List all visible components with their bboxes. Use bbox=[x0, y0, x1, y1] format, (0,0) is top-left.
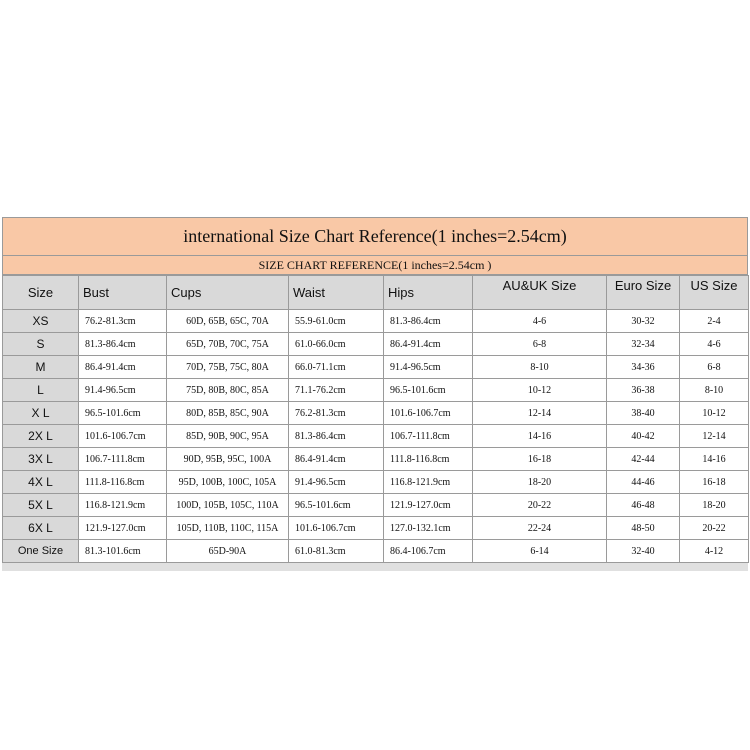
cell-euro-size: 44-46 bbox=[607, 471, 680, 494]
cell-euro-size: 46-48 bbox=[607, 494, 680, 517]
cell-us-size: 12-14 bbox=[680, 425, 749, 448]
table-footer-strip bbox=[2, 563, 748, 571]
cell-hips: 106.7-111.8cm bbox=[384, 425, 473, 448]
cell-au-uk-size: 14-16 bbox=[473, 425, 607, 448]
cell-au-uk-size: 22-24 bbox=[473, 517, 607, 540]
cell-size: M bbox=[3, 356, 79, 379]
table-row bbox=[3, 425, 749, 448]
header-bust: Bust bbox=[79, 276, 167, 310]
cell-au-uk-size: 8-10 bbox=[473, 356, 607, 379]
cell-euro-size: 30-32 bbox=[607, 310, 680, 333]
cell-size: S bbox=[3, 333, 79, 356]
cell-bust: 81.3-101.6cm bbox=[79, 540, 167, 563]
cell-size: 3X L bbox=[3, 448, 79, 471]
table-row bbox=[3, 448, 749, 471]
cell-au-uk-size: 16-18 bbox=[473, 448, 607, 471]
cell-us-size: 14-16 bbox=[680, 448, 749, 471]
cell-waist: 61.0-66.0cm bbox=[289, 333, 384, 356]
cell-bust: 86.4-91.4cm bbox=[79, 356, 167, 379]
cell-au-uk-size: 4-6 bbox=[473, 310, 607, 333]
cell-us-size: 16-18 bbox=[680, 471, 749, 494]
cell-au-uk-size: 6-14 bbox=[473, 540, 607, 563]
table-row bbox=[3, 379, 749, 402]
cell-cups: 100D, 105B, 105C, 110A bbox=[167, 494, 289, 517]
cell-cups: 60D, 65B, 65C, 70A bbox=[167, 310, 289, 333]
cell-size: One Size bbox=[3, 540, 79, 563]
cell-hips: 116.8-121.9cm bbox=[384, 471, 473, 494]
size-chart bbox=[2, 217, 748, 571]
cell-hips: 96.5-101.6cm bbox=[384, 379, 473, 402]
cell-hips: 86.4-91.4cm bbox=[384, 333, 473, 356]
header-us-size: US Size bbox=[680, 276, 749, 310]
cell-euro-size: 40-42 bbox=[607, 425, 680, 448]
cell-cups: 105D, 110B, 110C, 115A bbox=[167, 517, 289, 540]
cell-size: 6X L bbox=[3, 517, 79, 540]
cell-us-size: 6-8 bbox=[680, 356, 749, 379]
table-body bbox=[3, 310, 749, 563]
cell-size: 5X L bbox=[3, 494, 79, 517]
cell-au-uk-size: 6-8 bbox=[473, 333, 607, 356]
cell-waist: 71.1-76.2cm bbox=[289, 379, 384, 402]
cell-hips: 121.9-127.0cm bbox=[384, 494, 473, 517]
table-row bbox=[3, 310, 749, 333]
cell-waist: 101.6-106.7cm bbox=[289, 517, 384, 540]
cell-cups: 90D, 95B, 95C, 100A bbox=[167, 448, 289, 471]
cell-waist: 96.5-101.6cm bbox=[289, 494, 384, 517]
cell-cups: 85D, 90B, 90C, 95A bbox=[167, 425, 289, 448]
cell-au-uk-size: 20-22 bbox=[473, 494, 607, 517]
chart-title: international Size Chart Reference(1 inches=2.54cm) bbox=[2, 217, 748, 255]
table-row bbox=[3, 540, 749, 563]
header-euro-size: Euro Size bbox=[607, 276, 680, 310]
cell-size: 2X L bbox=[3, 425, 79, 448]
cell-hips: 127.0-132.1cm bbox=[384, 517, 473, 540]
cell-cups: 65D-90A bbox=[167, 540, 289, 563]
cell-waist: 55.9-61.0cm bbox=[289, 310, 384, 333]
header-row bbox=[3, 276, 749, 310]
cell-us-size: 20-22 bbox=[680, 517, 749, 540]
cell-euro-size: 32-34 bbox=[607, 333, 680, 356]
cell-waist: 91.4-96.5cm bbox=[289, 471, 384, 494]
cell-cups: 75D, 80B, 80C, 85A bbox=[167, 379, 289, 402]
cell-waist: 66.0-71.1cm bbox=[289, 356, 384, 379]
cell-us-size: 10-12 bbox=[680, 402, 749, 425]
table-row bbox=[3, 356, 749, 379]
cell-waist: 81.3-86.4cm bbox=[289, 425, 384, 448]
cell-euro-size: 48-50 bbox=[607, 517, 680, 540]
cell-bust: 111.8-116.8cm bbox=[79, 471, 167, 494]
cell-waist: 86.4-91.4cm bbox=[289, 448, 384, 471]
cell-hips: 81.3-86.4cm bbox=[384, 310, 473, 333]
cell-euro-size: 36-38 bbox=[607, 379, 680, 402]
cell-size: XS bbox=[3, 310, 79, 333]
table-row bbox=[3, 333, 749, 356]
chart-subtitle: SIZE CHART REFERENCE(1 inches=2.54cm ) bbox=[2, 255, 748, 275]
cell-au-uk-size: 12-14 bbox=[473, 402, 607, 425]
cell-us-size: 8-10 bbox=[680, 379, 749, 402]
cell-us-size: 4-12 bbox=[680, 540, 749, 563]
cell-us-size: 18-20 bbox=[680, 494, 749, 517]
cell-waist: 76.2-81.3cm bbox=[289, 402, 384, 425]
header-au-uk-size: AU&UK Size bbox=[473, 276, 607, 310]
header-waist: Waist bbox=[289, 276, 384, 310]
table-row bbox=[3, 471, 749, 494]
cell-bust: 91.4-96.5cm bbox=[79, 379, 167, 402]
cell-hips: 101.6-106.7cm bbox=[384, 402, 473, 425]
cell-cups: 70D, 75B, 75C, 80A bbox=[167, 356, 289, 379]
cell-euro-size: 34-36 bbox=[607, 356, 680, 379]
cell-bust: 76.2-81.3cm bbox=[79, 310, 167, 333]
cell-size: X L bbox=[3, 402, 79, 425]
cell-size: 4X L bbox=[3, 471, 79, 494]
cell-euro-size: 32-40 bbox=[607, 540, 680, 563]
cell-hips: 91.4-96.5cm bbox=[384, 356, 473, 379]
cell-bust: 121.9-127.0cm bbox=[79, 517, 167, 540]
cell-bust: 81.3-86.4cm bbox=[79, 333, 167, 356]
cell-hips: 111.8-116.8cm bbox=[384, 448, 473, 471]
table-row bbox=[3, 402, 749, 425]
cell-bust: 116.8-121.9cm bbox=[79, 494, 167, 517]
cell-cups: 65D, 70B, 70C, 75A bbox=[167, 333, 289, 356]
header-cups: Cups bbox=[167, 276, 289, 310]
header-hips: Hips bbox=[384, 276, 473, 310]
cell-bust: 106.7-111.8cm bbox=[79, 448, 167, 471]
cell-size: L bbox=[3, 379, 79, 402]
header-size: Size bbox=[3, 276, 79, 310]
cell-hips: 86.4-106.7cm bbox=[384, 540, 473, 563]
cell-euro-size: 38-40 bbox=[607, 402, 680, 425]
cell-cups: 95D, 100B, 100C, 105A bbox=[167, 471, 289, 494]
cell-us-size: 2-4 bbox=[680, 310, 749, 333]
cell-au-uk-size: 10-12 bbox=[473, 379, 607, 402]
cell-bust: 101.6-106.7cm bbox=[79, 425, 167, 448]
cell-cups: 80D, 85B, 85C, 90A bbox=[167, 402, 289, 425]
table-row bbox=[3, 517, 749, 540]
size-table bbox=[2, 275, 749, 563]
cell-au-uk-size: 18-20 bbox=[473, 471, 607, 494]
cell-waist: 61.0-81.3cm bbox=[289, 540, 384, 563]
cell-euro-size: 42-44 bbox=[607, 448, 680, 471]
cell-bust: 96.5-101.6cm bbox=[79, 402, 167, 425]
cell-us-size: 4-6 bbox=[680, 333, 749, 356]
table-row bbox=[3, 494, 749, 517]
